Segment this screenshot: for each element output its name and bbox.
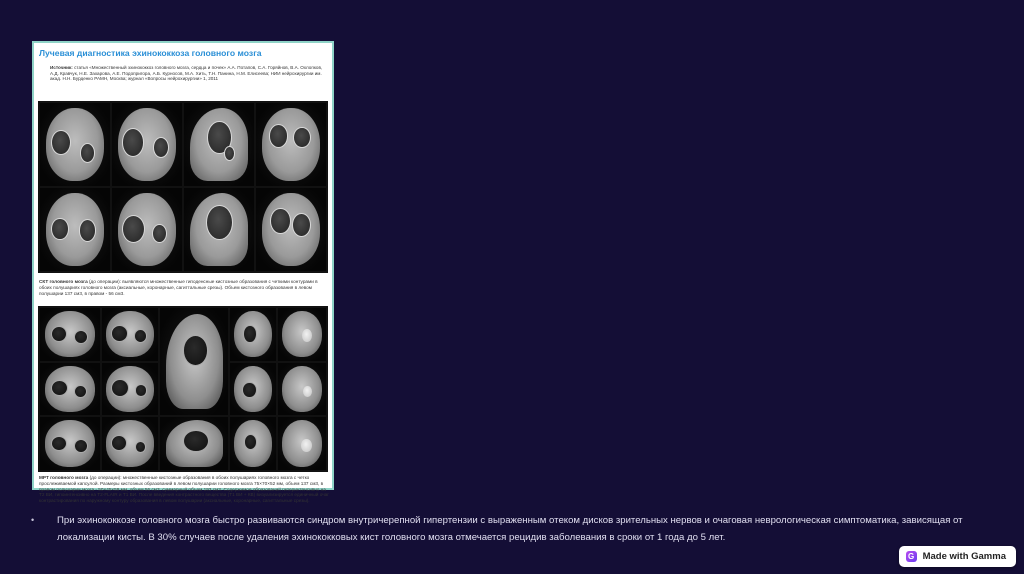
mri-scan-grid	[38, 306, 328, 472]
ct-scan	[40, 103, 110, 186]
mri-scan	[160, 308, 228, 415]
mri-scan	[102, 308, 159, 361]
gamma-logo-icon: G	[906, 551, 917, 562]
mri-scan	[230, 417, 275, 470]
mri-scan	[40, 308, 100, 361]
mri-scan	[230, 363, 275, 416]
mri-scan	[278, 308, 326, 361]
ct-scan	[112, 103, 182, 186]
mri-caption-text: (до операции): множественные кистозные образования в обоих полушариях головного мозга с четко прослеживаемой капсулой. Размеры кистозных образований в левом полушарии головного мозга 75×70×52 мм, объем 137 см3, в правом полушарии мозга - 50×45×59 мм, объем 56 см3, суммарный объем 193 см3. Содержимое образований гиперинтенсивно на Т2 ВИ, гипоинтенсивно на Т2-FLAIR и Т1 ВИ. После введения контрастного вещества (Т1 ВИ + КВ) визуализируется единичный очаг контрастирования по наружному контуру образования в левом полушарии (аксиальные, коронарные, сагиттальные срезы).	[39, 475, 329, 504]
embedded-document-image	[32, 41, 334, 504]
mri-scan	[102, 363, 159, 416]
mri-scan	[40, 363, 100, 416]
ct-caption	[39, 279, 329, 296]
source-citation	[50, 65, 330, 82]
mri-caption-label: МРТ головного мозга	[39, 475, 89, 480]
gamma-badge-label: Made with Gamma	[922, 551, 1006, 562]
bullet-marker: •	[31, 515, 35, 525]
ct-scan	[112, 188, 182, 271]
mri-scan	[278, 363, 326, 416]
mri-scan	[102, 417, 159, 470]
ct-caption-text: (до операции): выявляются множественные гиподенсные кистозные образования с четкими контурами в обоих полушариях головного мозга (аксиальные, коронарные, сагиттальные срезы). Объем кистозного образования в левом полушарии 137 см3, в правом - 56 см3.	[39, 279, 318, 296]
ct-scan	[40, 188, 110, 271]
mri-caption	[39, 475, 329, 504]
source-label: Источник:	[50, 65, 73, 70]
ct-scan	[256, 188, 326, 271]
ct-scan	[256, 103, 326, 186]
source-text: статья «Множественный эхинококкоз головного мозга, сердца и почек» А.А. Потапов, С.А. Горяйнов, В.А. Охлопков, А.Д. Кравчук, Н.Е. Захарова, А.Е. Подопригора, А.Б. Курносов, М.А. Хить, Т.Н. Панина, Н.М. Елисеева; НИИ нейрохирургии им. акад. Н.Н. Бурденко РАМН, Москва; журнал «Вопросы нейрохирургии» 1, 2011	[50, 65, 323, 82]
ct-caption-label: СКТ головного мозга	[39, 279, 88, 284]
mri-scan	[278, 417, 326, 470]
ct-scan	[184, 103, 254, 186]
mri-scan	[40, 417, 100, 470]
ct-scan	[184, 188, 254, 271]
ct-scan-grid	[38, 101, 328, 273]
mri-scan	[160, 417, 228, 470]
made-with-gamma-badge[interactable]	[899, 546, 1016, 567]
slide-body-text: При эхинококкозе головного мозга быстро развиваются синдром внутричерепной гипертензии с выраженным отеком дисков зрительных нервов и очаговая неврологическая симптоматика, зависящая от локализации кисты. В 30% случаев после удаления эхинококковых кист головного мозга отмечается рецидив заболевания в сроки от 1 года до 5 лет.	[57, 515, 963, 543]
mri-scan	[230, 308, 275, 361]
document-title: Лучевая диагностика эхинококкоза головного мозга	[39, 48, 262, 58]
